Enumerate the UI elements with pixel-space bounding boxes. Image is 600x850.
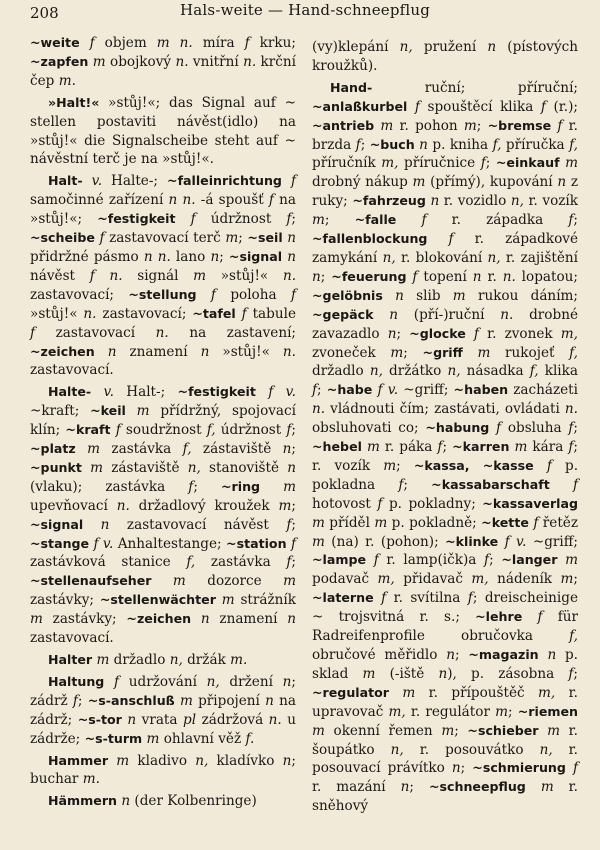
right-column bbox=[312, 38, 578, 819]
dictionary-entry-haemmern: Hämmern n (der Kolbenringe) bbox=[48, 793, 257, 810]
dictionary-entry-hand: Hand- ruční; příruční; ~anlaßkurbel f spouštěcí klika f (r.); ~antrieb m r. pohon m; ~bremse f r. brzda f; ~buch n p. kniha f, příručka f, příručník m, příručnice f; ~einkauf m drobný nákup m (přímý), kupování n z ruky; ~fahrzeug n r. vozidlo n, r. vozík m; ~falle f r. západka f; ~fallenblockung f r. západkové zamykání n, r. blokování n, r. zajištění n; ~feuerung f topení n r. n. lopatou; ~gelöbnis n slib m rukou dáním; ~gepäck n (pří-)ruční n. drobné zavazadlo n; ~glocke f r. zvonek m, zvoneček m; ~griff m rukojeť f, držadlo n, držátko n, násadka f, klika f; ~habe f v. ~griff; ~haben zacházeti n. vládnouti čím; zastávati, ovládati n. obsluhovati co; ~habung f obsluha f; ~hebel m r. páka f; ~karren m kára f; r. vozík m; ~kassa, ~kasse f p. pokladna f; ~kassabarschaft f hotovost f p. pokladny; ~kassaverlag m příděl m p. pokladně; ~kette f řetěz m (na) r. (pohon); ~klinke f v. ~griff; ~lampe f r. lamp(ičk)a f; ~langer m podavač m, přidavač m, nádeník m; ~laterne f r. svítilna f; dreischeinige ~ trojsvitná r. s.; ~lehre f für Radreifenprofile obručovka f, obručové měřidlo n; ~magazin n p. sklad m (-iště n), p. zásobna f; ~regulator m r. přípouštěč m, r. upravovač m, r. regulátor m; ~riemen m okenní řemen m; ~schieber m r. šoupátko n, r. posouvátko n, r. posouvací právítko n; ~schmierung f r. mazání n; ~schneepflug m r. sněhový bbox=[312, 79, 579, 815]
dictionary-entry-haemmern-cont: (vy)klepání n, pružení n (pístových kroužků). bbox=[312, 39, 578, 74]
dictionary-entry-haltung: Haltung f udržování n, držení n; zádrž f; ~s-anschluß m připojení n na zádrž; ~s-tor n vrata pl zádržová n. u zádrže; ~s-turm m ohlavní věž f. bbox=[30, 673, 297, 747]
dictionary-entry-weite: ~weite f objem m n. míra f krku; ~zapfen m obojkový n. vnitřní n. krční čep m. bbox=[30, 35, 296, 89]
dictionary-entry-halter: Halter m držadlo n, držák m. bbox=[48, 652, 248, 668]
page-number: 208 bbox=[30, 4, 59, 22]
dictionary-entry-halt-excl: »Halt!« »stůj!«; das Signal auf ~ stellen postaviti návěst(idlo) na »stůj!« die Signalscheibe steht auf ~ návěstní terč je na »stůj!«. bbox=[30, 94, 296, 168]
dictionary-entry-halte-v: Halte- v. Halt-; ~festigkeit f v. ~kraft; ~keil m přídržný, spojovací klín; ~kraft f soudržnost f, údržnost f; ~platz m zastávka f, zástaviště n; ~punkt m zástaviště n, stanoviště n (vlaku); zastávka f; ~ring m upevňovací n. držadlový kroužek m; ~signal n zastavovací návěst f; ~stange f v. Anhaltestange; ~station f zastávková stanice f, zastávka f; ~stellenaufseher m dozorce m zastávky; ~stellenwächter m strážník m zastávky; ~zeichen n znamení n zastavovací. bbox=[30, 384, 297, 647]
page-header bbox=[0, 0, 600, 24]
dictionary-entry-hammer: Hammer m kladivo n, kladívko n; buchar m. bbox=[30, 752, 296, 788]
left-column bbox=[30, 34, 296, 814]
dictionary-entry-halt-v: Halt- v. Halte-; ~falleinrichtung f samočinné zařízení n n. -á spoušť f na »stůj!«; ~festigkeit f údržnost f; ~scheibe f zastavovací terč m; ~seil n přidržné pásmo n n. lano n; ~signal n návěst f n. signál m »stůj!« n. zastavovací; ~stellung f poloha f »stůj!« n. zastavovací; ~tafel f tabule f zastavovací n. na zastavení; ~zeichen n znamení n »stůj!« n. zastavovací. bbox=[30, 173, 297, 379]
running-head: Hals-weite — Hand-schneepflug bbox=[180, 1, 431, 19]
